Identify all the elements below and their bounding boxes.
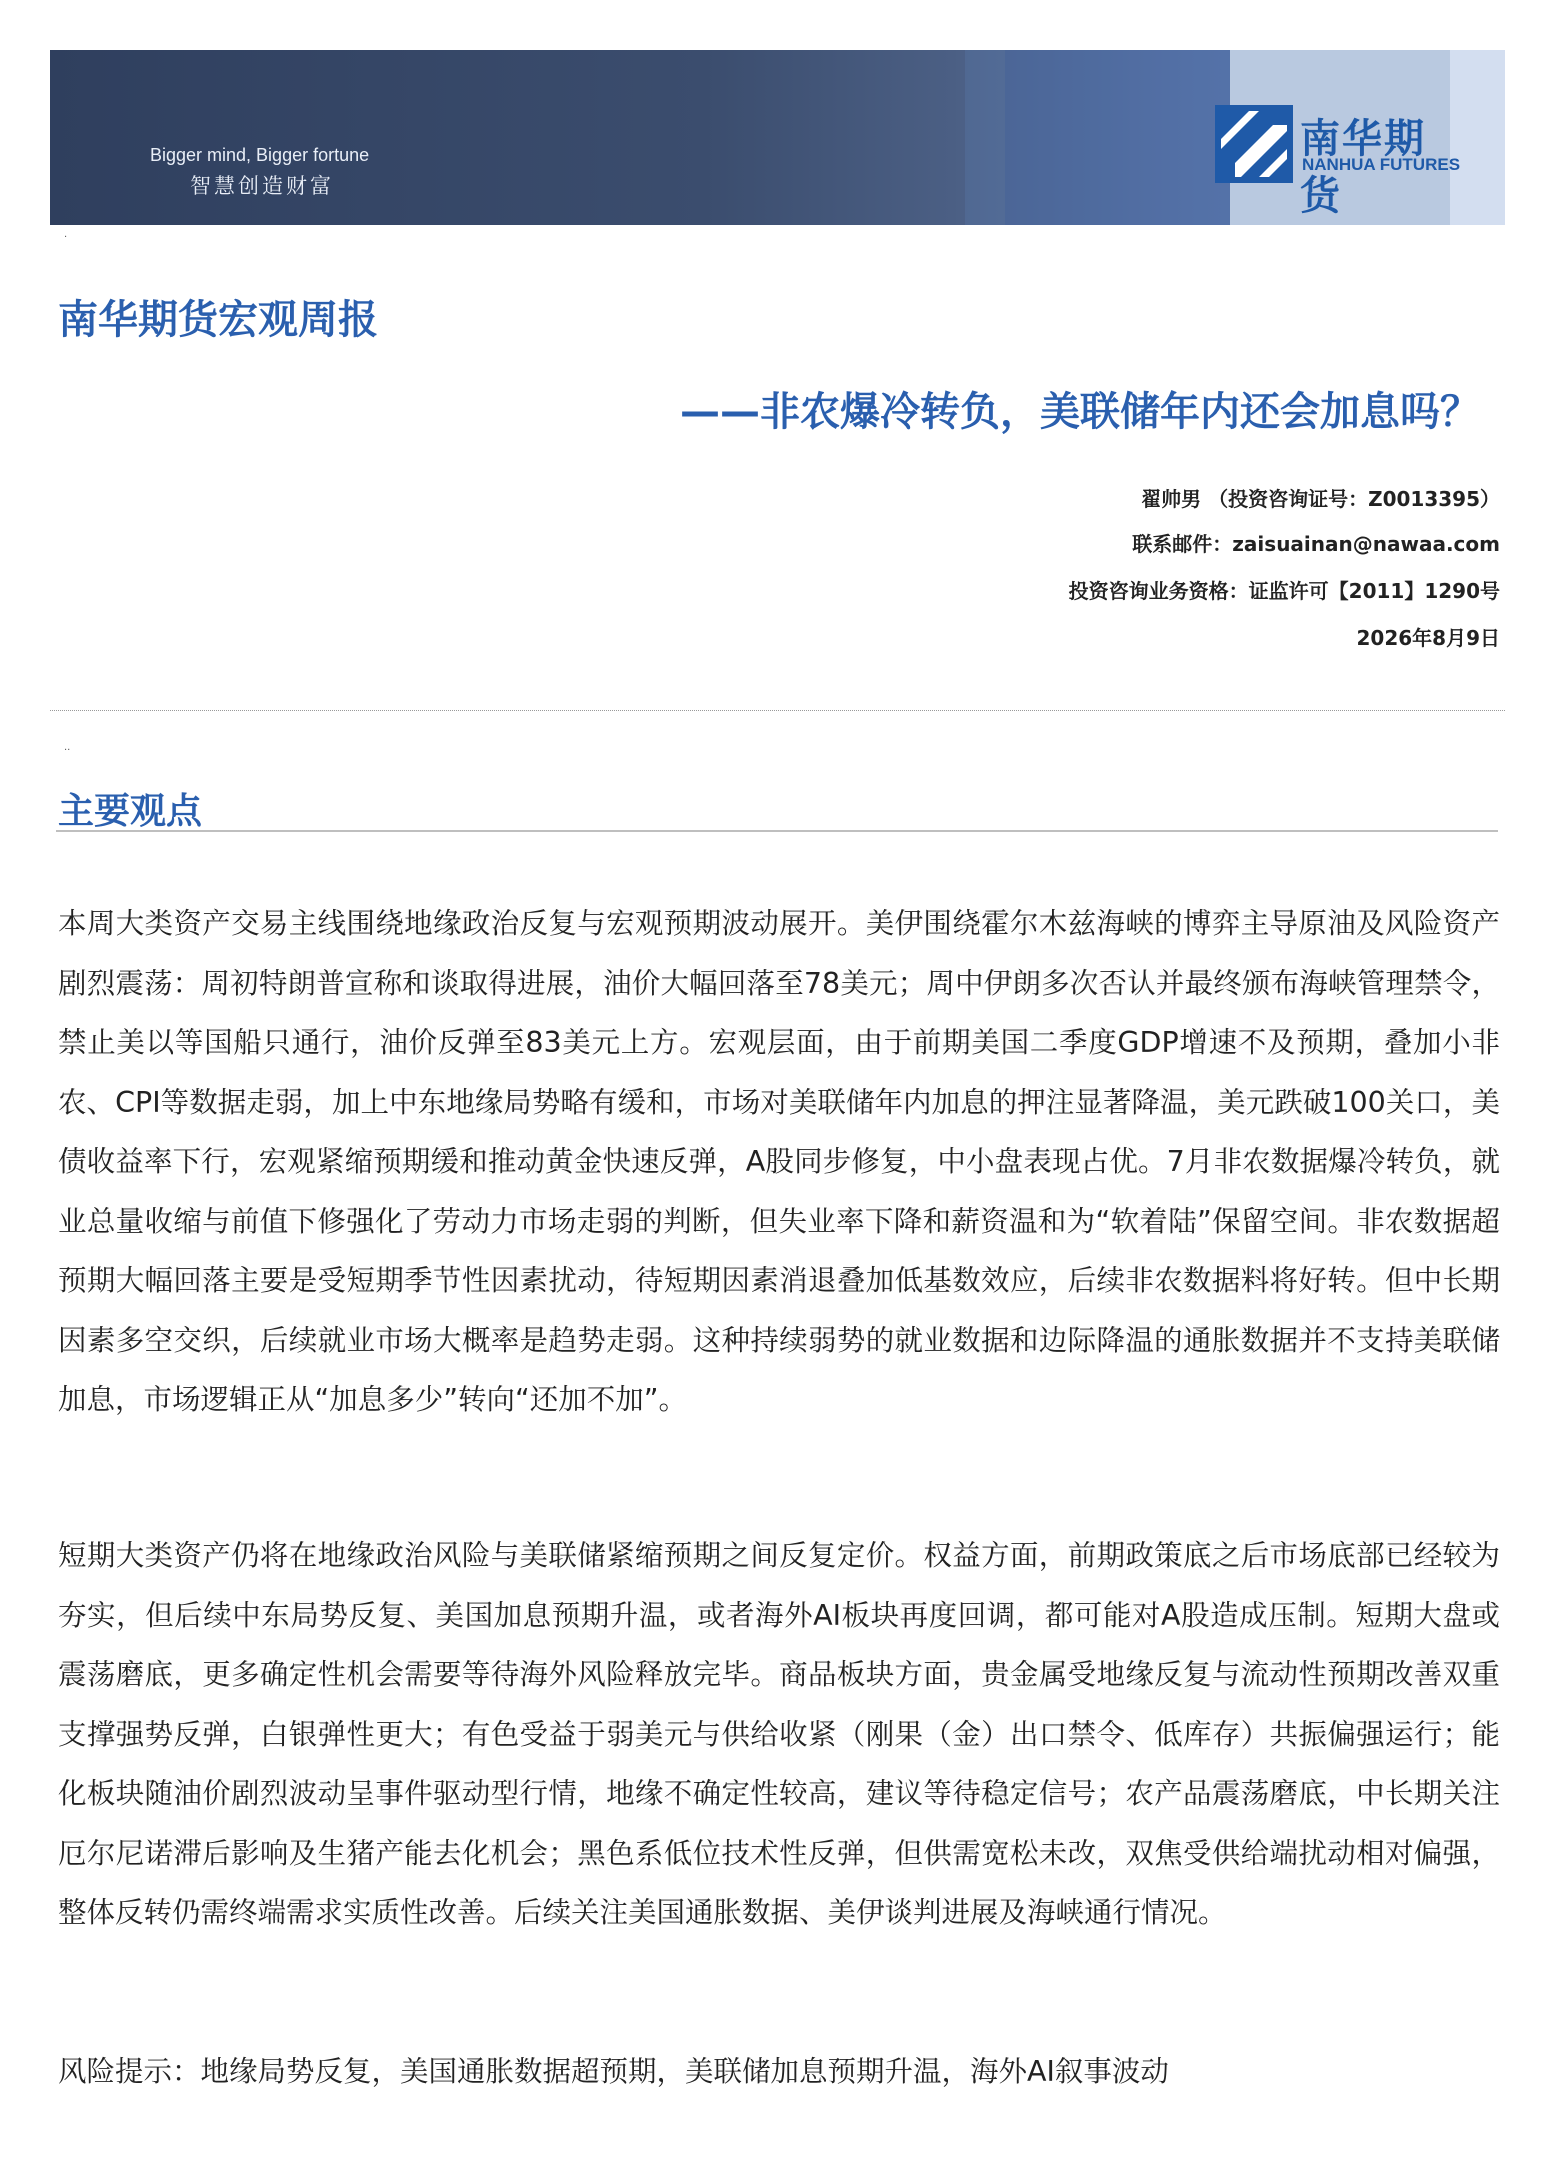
license-line: 投资咨询业务资格：证监许可【2011】1290号: [1068, 579, 1500, 603]
email-line: 联系邮件：zaisuainan@nawaa.com: [1132, 532, 1500, 556]
report-title: 南华期货宏观周报: [58, 297, 378, 343]
dotted-divider: [50, 710, 1505, 711]
banner-stripe: [1005, 50, 1230, 225]
date-line: 2026年8月9日: [1356, 626, 1500, 650]
stray-mark: ·: [64, 232, 68, 243]
banner-stripe: [965, 50, 1005, 225]
report-subtitle: ——非农爆冷转负，美联储年内还会加息吗？: [680, 389, 1480, 435]
header-banner: [50, 50, 1505, 225]
nanhua-logo-icon: [1215, 105, 1293, 183]
section-title: 主要观点: [58, 791, 203, 832]
logo-text-chinese: 南华期货: [1300, 116, 1426, 219]
company-logo: [1215, 105, 1465, 219]
paragraph-2: 短期大类资产仍将在地缘政治风险与美联储紧缩预期之间反复定价。权益方面，前期政策底之后市场底部已经较为夯实，但后续中东局势反复、美国加息预期升温，或者海外AI板块再度回调，都可能对A股造成压制。短期大盘或震荡磨底，更多确定性机会需要等待海外风险释放完毕。商品板块方面，贵金属受地缘反复与流动性预期改善双重支撑强势反弹，白银弹性更大；有色受益于弱美元与供给收紧（刚果（金）出口禁令、低库存）共振偏强运行；能化板块随油价剧烈波动呈事件驱动型行情，地缘不确定性较高，建议等待稳定信号；农产品震荡磨底，中长期关注厄尔尼诺滞后影响及生猪产能去化机会；黑色系低位技术性反弹，但供需宽松未改，双焦受供给端扰动相对偏强，整体反转仍需终端需求实质性改善。后续关注美国通胀数据、美伊谈判进展及海峡通行情况。: [58, 1539, 1500, 1929]
stray-mark: ··: [64, 745, 71, 756]
paragraph-risk: 风险提示：地缘局势反复，美国通胀数据超预期，美联储加息预期升温，海外AI叙事波动: [58, 2055, 1169, 2088]
slogan-english: Bigger mind, Bigger fortune: [150, 145, 370, 165]
logo-text-english: NANHUA FUTURES: [1302, 155, 1461, 174]
author-line: 翟帅男 （投资咨询证号：Z0013395）: [1141, 487, 1500, 511]
section-rule: [56, 830, 1498, 832]
slogan-chinese: 智慧创造财富: [190, 174, 334, 198]
paragraph-1: 本周大类资产交易主线围绕地缘政治反复与宏观预期波动展开。美伊围绕霍尔木兹海峡的博弈主导原油及风险资产剧烈震荡：周初特朗普宣称和谈取得进展，油价大幅回落至78美元；周中伊朗多次否认并最终颁布海峡管理禁令，禁止美以等国船只通行，油价反弹至83美元上方。宏观层面，由于前期美国二季度GDP增速不及预期，叠加小非农、CPI等数据走弱，加上中东地缘局势略有缓和，市场对美联储年内加息的押注显著降温，美元跌破100关口，美债收益率下行，宏观紧缩预期缓和推动黄金快速反弹，A股同步修复，中小盘表现占优。7月非农数据爆冷转负，就业总量收缩与前值下修强化了劳动力市场走弱的判断，但失业率下降和薪资温和为“软着陆”保留空间。非农数据超预期大幅回落主要是受短期季节性因素扰动，待短期因素消退叠加低基数效应，后续非农数据料将好转。但中长期因素多空交织，后续就业市场大概率是趋势走弱。这种持续弱势的就业数据和边际降温的通胀数据并不支持美联储加息，市场逻辑正从“加息多少”转向“还加不加”。: [58, 907, 1500, 1416]
